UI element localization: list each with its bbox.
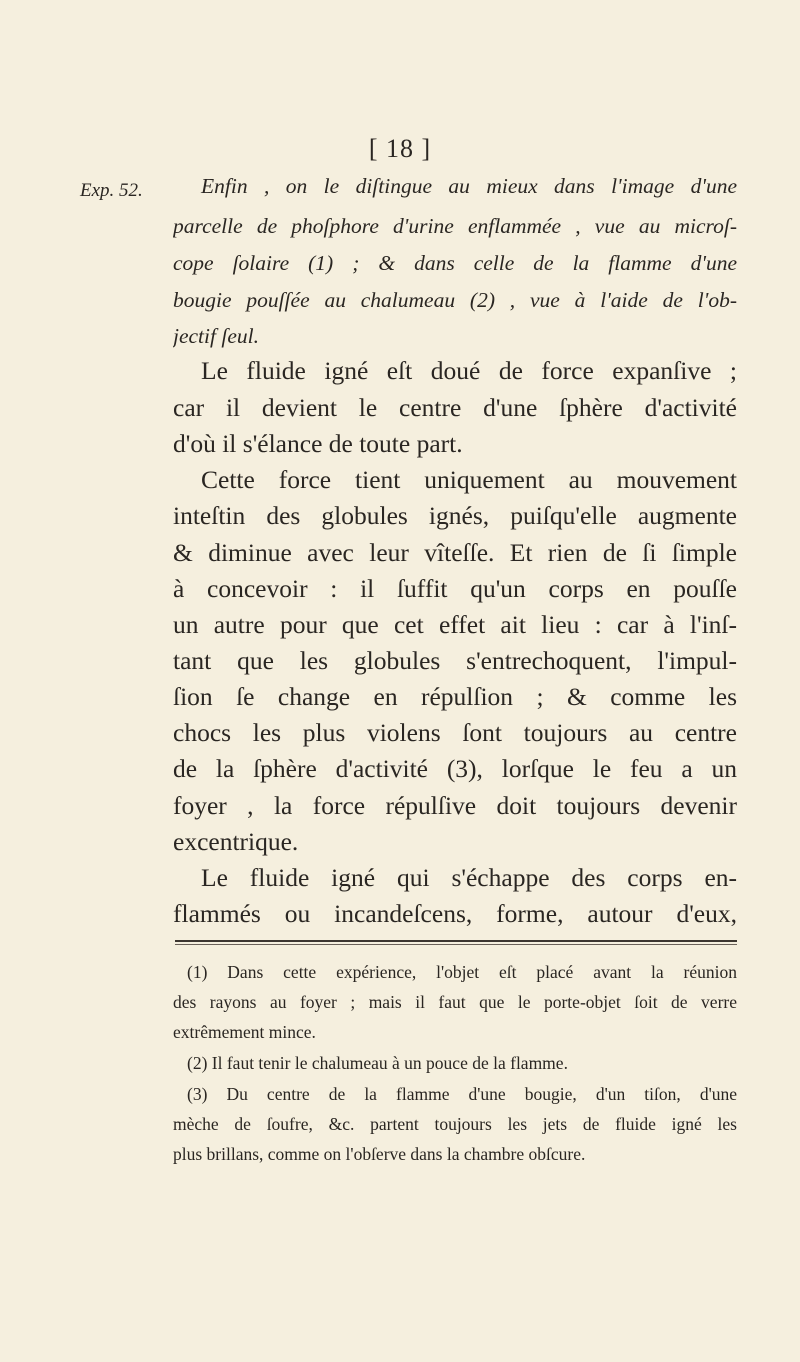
italic-line: cope ſolaire (1) ; & dans celle de la flamme d'une	[173, 251, 737, 275]
footnote-line: des rayons au foyer ; mais il faut que le porte-objet ſoit de verre	[173, 992, 737, 1012]
footnote-line: (3) Du centre de la flamme d'une bougie, d'un tiſon, d'une	[187, 1084, 737, 1104]
body-line: d'où il s'élance de toute part.	[173, 429, 463, 458]
body-line: un autre pour que cet effet ait lieu : car à l'inſ-	[173, 610, 737, 639]
body-line: ſion ſe change en répulſion ; & comme les	[173, 682, 737, 711]
footnote-line: (2) Il faut tenir le chalumeau à un pouce de la flamme.	[187, 1053, 568, 1073]
italic-line: jectif ſeul.	[173, 324, 259, 348]
footnote-rule-thin	[175, 944, 737, 945]
footnote-line: extrêmement mince.	[173, 1022, 316, 1042]
body-line: tant que les globules s'entrechoquent, l'impul-	[173, 646, 737, 675]
body-line: car il devient le centre d'une ſphère d'activité	[173, 393, 737, 422]
italic-line: parcelle de phoſphore d'urine enflammée , vue au microſ-	[173, 214, 737, 238]
italic-line: bougie pouſſée au chalumeau (2) , vue à l'aide de l'ob-	[173, 288, 737, 312]
page-number: [ 18 ]	[368, 134, 432, 163]
body-line: Le fluide igné qui s'échappe des corps en-	[201, 863, 737, 892]
body-line: Cette force tient uniquement au mouvement	[201, 465, 737, 494]
body-line: excentrique.	[173, 827, 299, 856]
body-line: foyer , la force répulſive doit toujours devenir	[173, 791, 737, 820]
body-line: chocs les plus violens ſont toujours au centre	[173, 718, 737, 747]
italic-line: Enfin , on le diſtingue au mieux dans l'image d'une	[201, 174, 737, 198]
body-line: & diminue avec leur vîteſſe. Et rien de ſi ſimple	[173, 538, 737, 567]
body-line: à concevoir : il ſuffit qu'un corps en pouſſe	[173, 574, 737, 603]
body-line: flammés ou incandeſcens, forme, autour d'eux,	[173, 899, 737, 928]
body-line: de la ſphère d'activité (3), lorſque le feu a un	[173, 754, 737, 783]
footnote-line: plus brillans, comme on l'obſerve dans la chambre obſcure.	[173, 1144, 586, 1164]
footnote-line: mèche de ſoufre, &c. partent toujours les jets de fluide igné les	[173, 1114, 737, 1134]
body-line: Le fluide igné eſt doué de force expanſive ;	[201, 356, 737, 385]
footnote-line: (1) Dans cette expérience, l'objet eſt placé avant la réunion	[187, 962, 737, 982]
footnote-rule	[175, 940, 737, 942]
margin-note: Exp. 52.	[80, 180, 143, 201]
body-line: inteſtin des globules ignés, puiſqu'elle augmente	[173, 501, 737, 530]
